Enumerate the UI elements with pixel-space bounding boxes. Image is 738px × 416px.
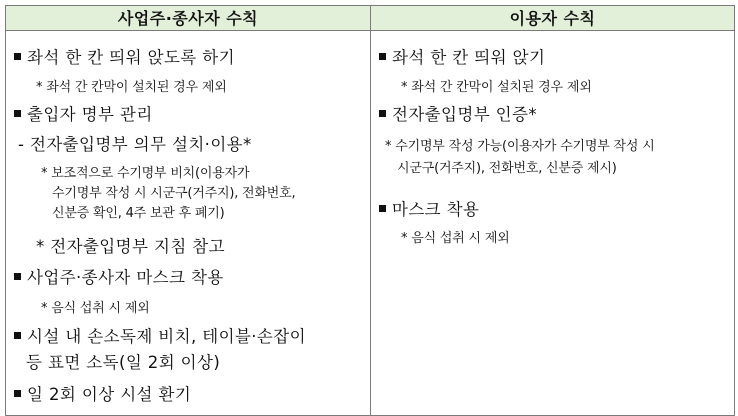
- note-item: 시군구(거주지), 전화번호, 신분증 제시): [397, 161, 617, 176]
- note-item: * 좌석 간 칸막이 설치된 경우 제외: [401, 80, 592, 95]
- square-bullet-icon: [14, 332, 21, 339]
- note-item: * 보조적으로 수기명부 비치(이용자가: [41, 166, 250, 181]
- list-item: 출입자 명부 관리: [14, 101, 153, 125]
- square-bullet-icon: [14, 110, 21, 117]
- square-bullet-icon: [14, 53, 21, 60]
- square-bullet-icon: [379, 53, 386, 60]
- note-item: * 음식 섭취 시 제외: [41, 301, 150, 316]
- sub-item: - 전자출입명부 의무 설치·이용*: [18, 135, 252, 154]
- square-bullet-icon: [14, 273, 21, 280]
- user-rules-cell: [371, 31, 735, 416]
- operator-rules-cell: [6, 31, 371, 416]
- header-user-rules: 이용자 수칙: [371, 6, 735, 31]
- list-item: 전자출입명부 인증*: [379, 101, 537, 125]
- list-item-continued: 등 표면 소독(일 2회 이상): [26, 353, 221, 372]
- list-item: 마스크 착용: [379, 196, 479, 220]
- note-item: * 전자출입명부 지침 참고: [36, 237, 225, 256]
- square-bullet-icon: [379, 110, 386, 117]
- header-operator-rules: 사업주·종사자 수칙: [6, 6, 371, 31]
- note-item: * 수기명부 작성 가능(이용자가 수기명부 작성 시: [385, 139, 655, 154]
- list-item: 일 2회 이상 시설 환기: [14, 381, 191, 405]
- list-item: 시설 내 손소독제 비치, 테이블·손잡이: [14, 323, 306, 347]
- square-bullet-icon: [14, 390, 21, 397]
- list-item: 사업주·종사자 마스크 착용: [14, 264, 224, 288]
- rules-table: [5, 5, 735, 416]
- note-item: 수기명부 작성 시 시군구(거주지), 전화번호,: [52, 186, 296, 201]
- note-item: * 음식 섭취 시 제외: [401, 231, 510, 246]
- note-item: 신분증 확인, 4주 보관 후 폐기): [52, 206, 225, 221]
- square-bullet-icon: [379, 205, 386, 212]
- list-item: 좌석 한 칸 띄워 앉기: [379, 44, 545, 68]
- list-item: 좌석 한 칸 띄워 앉도록 하기: [14, 44, 235, 68]
- note-item: * 좌석 간 칸막이 설치된 경우 제외: [36, 80, 227, 95]
